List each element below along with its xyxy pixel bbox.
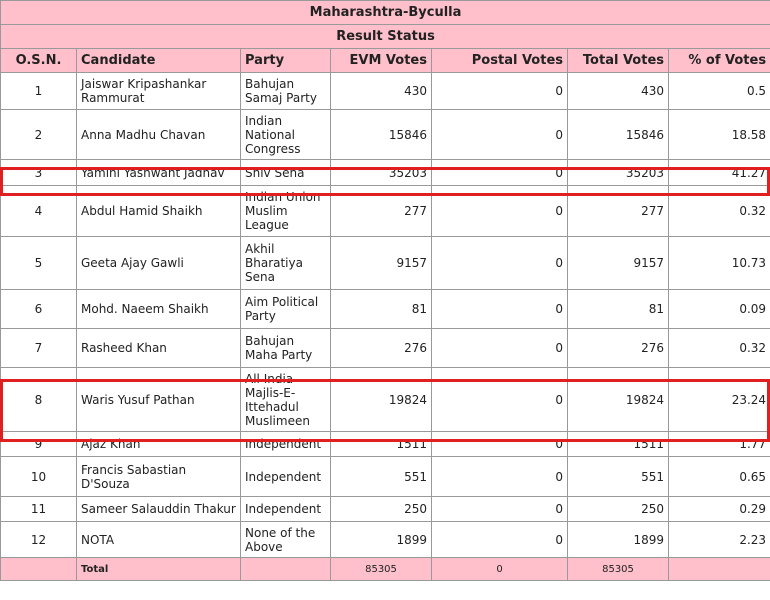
osn-cell: 8: [1, 368, 77, 432]
postal-votes-cell: 0: [432, 73, 568, 110]
party-cell: Independent: [241, 457, 331, 497]
col-header-evm-votes: EVM Votes: [331, 49, 432, 73]
percent-votes-cell: 0.32: [669, 329, 770, 368]
total-votes-cell: 81: [568, 290, 669, 329]
total-total-votes: 85305: [568, 558, 669, 581]
party-cell: Shiv Sena: [241, 160, 331, 186]
percent-votes-cell: 0.09: [669, 290, 770, 329]
table-row: [1, 522, 770, 558]
evm-votes-cell: 15846: [331, 110, 432, 160]
party-cell: Indian National Congress: [241, 110, 331, 160]
table-row: [1, 368, 770, 432]
total-votes-cell: 1899: [568, 522, 669, 558]
table-row: [1, 457, 770, 497]
table-row: [1, 432, 770, 457]
percent-votes-cell: 10.73: [669, 237, 770, 290]
col-header-candidate: Candidate: [77, 49, 241, 73]
total-percent-cell: [669, 558, 770, 581]
col-header-party: Party: [241, 49, 331, 73]
total-party-cell: [241, 558, 331, 581]
party-cell: Independent: [241, 497, 331, 522]
postal-votes-cell: 0: [432, 186, 568, 237]
osn-cell: 5: [1, 237, 77, 290]
candidate-cell: Anna Madhu Chavan: [77, 110, 241, 160]
party-cell: Aim Political Party: [241, 290, 331, 329]
col-header-osn: O.S.N.: [1, 49, 77, 73]
party-cell: Independent: [241, 432, 331, 457]
table-row: [1, 73, 770, 110]
table-row: [1, 290, 770, 329]
candidate-cell: Rasheed Khan: [77, 329, 241, 368]
table-row: [1, 110, 770, 160]
percent-votes-cell: 0.65: [669, 457, 770, 497]
evm-votes-cell: 276: [331, 329, 432, 368]
postal-votes-cell: 0: [432, 432, 568, 457]
total-votes-cell: 277: [568, 186, 669, 237]
total-votes-cell: 430: [568, 73, 669, 110]
candidate-cell: Geeta Ajay Gawli: [77, 237, 241, 290]
col-header-total-votes: Total Votes: [568, 49, 669, 73]
table-row: [1, 329, 770, 368]
candidate-cell: Sameer Salauddin Thakur: [77, 497, 241, 522]
osn-cell: 3: [1, 160, 77, 186]
party-cell: Indian Union Muslim League: [241, 186, 331, 237]
total-votes-cell: 15846: [568, 110, 669, 160]
total-votes-cell: 19824: [568, 368, 669, 432]
total-votes-cell: 276: [568, 329, 669, 368]
candidate-cell: Francis Sabastian D'Souza: [77, 457, 241, 497]
osn-cell: 9: [1, 432, 77, 457]
evm-votes-cell: 9157: [331, 237, 432, 290]
osn-cell: 1: [1, 73, 77, 110]
total-votes-cell: 1511: [568, 432, 669, 457]
postal-votes-cell: 0: [432, 110, 568, 160]
evm-votes-cell: 250: [331, 497, 432, 522]
candidate-cell: Abdul Hamid Shaikh: [77, 186, 241, 237]
party-cell: Bahujan Maha Party: [241, 329, 331, 368]
osn-cell: 10: [1, 457, 77, 497]
postal-votes-cell: 0: [432, 160, 568, 186]
total-votes-cell: 250: [568, 497, 669, 522]
total-votes-cell: 9157: [568, 237, 669, 290]
table-row: [1, 237, 770, 290]
table-row: [1, 160, 770, 186]
candidate-cell: Mohd. Naeem Shaikh: [77, 290, 241, 329]
postal-votes-cell: 0: [432, 522, 568, 558]
party-cell: All India Majlis-E-Ittehadul Muslimeen: [241, 368, 331, 432]
party-cell: Bahujan Samaj Party: [241, 73, 331, 110]
percent-votes-cell: 0.29: [669, 497, 770, 522]
percent-votes-cell: 1.77: [669, 432, 770, 457]
candidate-cell: Waris Yusuf Pathan: [77, 368, 241, 432]
percent-votes-cell: 23.24: [669, 368, 770, 432]
postal-votes-cell: 0: [432, 368, 568, 432]
percent-votes-cell: 0.5: [669, 73, 770, 110]
osn-cell: 2: [1, 110, 77, 160]
total-votes-cell: 35203: [568, 160, 669, 186]
osn-cell: 7: [1, 329, 77, 368]
osn-cell: 12: [1, 522, 77, 558]
candidate-cell: NOTA: [77, 522, 241, 558]
percent-votes-cell: 18.58: [669, 110, 770, 160]
postal-votes-cell: 0: [432, 497, 568, 522]
evm-votes-cell: 19824: [331, 368, 432, 432]
evm-votes-cell: 1899: [331, 522, 432, 558]
evm-votes-cell: 35203: [331, 160, 432, 186]
evm-votes-cell: 277: [331, 186, 432, 237]
constituency-title: Maharashtra-Byculla: [1, 1, 770, 25]
evm-votes-cell: 551: [331, 457, 432, 497]
total-osn-cell: [1, 558, 77, 581]
evm-votes-cell: 1511: [331, 432, 432, 457]
total-row: [1, 558, 770, 581]
postal-votes-cell: 0: [432, 237, 568, 290]
total-evm-votes: 85305: [331, 558, 432, 581]
postal-votes-cell: 0: [432, 329, 568, 368]
party-cell: Akhil Bharatiya Sena: [241, 237, 331, 290]
evm-votes-cell: 430: [331, 73, 432, 110]
candidate-cell: Jaiswar Kripashankar Rammurat: [77, 73, 241, 110]
evm-votes-cell: 81: [331, 290, 432, 329]
percent-votes-cell: 0.32: [669, 186, 770, 237]
table-row: [1, 186, 770, 237]
osn-cell: 4: [1, 186, 77, 237]
candidate-cell: Yamini Yashwant Jadhav: [77, 160, 241, 186]
total-label: Total: [77, 558, 241, 581]
osn-cell: 11: [1, 497, 77, 522]
postal-votes-cell: 0: [432, 290, 568, 329]
table-row: [1, 497, 770, 522]
col-header-postal-votes: Postal Votes: [432, 49, 568, 73]
osn-cell: 6: [1, 290, 77, 329]
candidate-cell: Ajaz Khan: [77, 432, 241, 457]
col-header-percent-votes: % of Votes: [669, 49, 770, 73]
percent-votes-cell: 2.23: [669, 522, 770, 558]
party-cell: None of the Above: [241, 522, 331, 558]
total-postal-votes: 0: [432, 558, 568, 581]
total-votes-cell: 551: [568, 457, 669, 497]
postal-votes-cell: 0: [432, 457, 568, 497]
result-status-heading: Result Status: [1, 25, 770, 49]
percent-votes-cell: 41.27: [669, 160, 770, 186]
